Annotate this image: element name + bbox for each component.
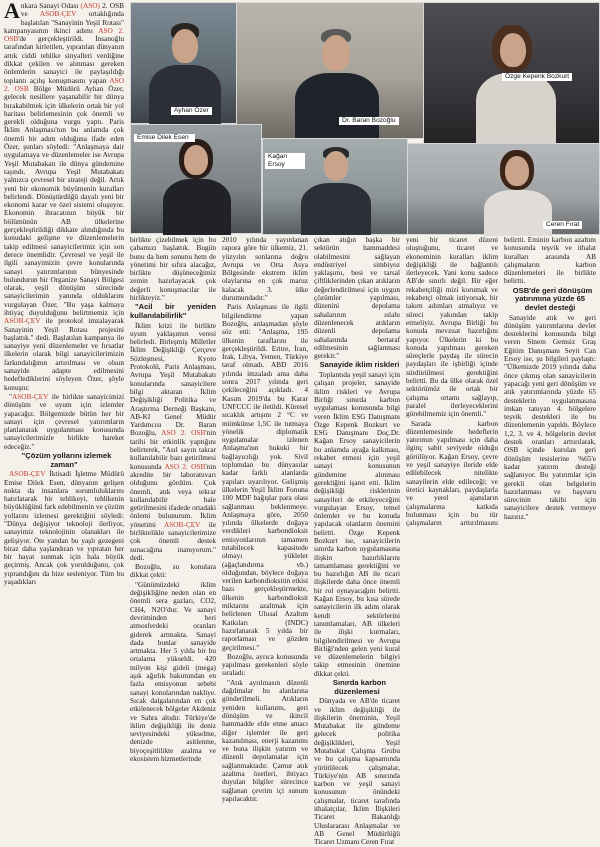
article-paragraph: ASOB-ÇEV İktisadi İşletme Müdürü Emise Dilek Esen, dünyanın gelişen nokta da insanlara sorumluluklarını hatırlatarak bir tehlikeyi, tehlikenin büyüklüğünü fark edebilmenin ve çözüm yollarını izlemesi gerektiğini söyledi: "Dünya değişiyor teknoloji ilerliyor, sanayimiz teknolojinin olanakları ile gelişiyor. Öte yandan bu yaşlı gezegeni biraz daha yaşlandıran ve yıpratan her bir hayat sunmak için hala büyük geçirmiş. Ancak çok yorulduğunu, çok yıprandığını da bize sesleniyor. Tüm bu yaşadıkları <box>4 469 124 587</box>
article-paragraph: çıkan atığın başka bir sektörün hammaddesi olabilmesini sağlayan endüstriyel simbiyoz yaklaşımı, besi ve tarsal çiftliklerinden çıkan atıkların değerlendirilmesi için uygun çözümler yapılması, düzenini depolama sahalarının ıslahı düzenlenecek atıkların düzenli depolama sahalarında bertaraf edilmesinin sağlanması gerekir." <box>314 235 400 361</box>
subheading: Sanayide iklim riskleri <box>319 360 400 370</box>
article-column-1 <box>4 2 124 600</box>
article-paragraph: Ankara Sanayi Odası (ASO) 2. OSB ve ASOB-ÇEV ortaklığında başlatılan "Sanayinin Yeşil Rotası" kampanyasının ikinci adımı ASO 2. OSB'de gerçekleştirildi. İnsanoğlu tarafından kirletilen, yıpratılan dünyanın artık ciddi tehlike sinyalleri verdiğine dikkat çekilen ve alınması gereken önlemlerin sanayici ile paylaşıldığı toplantı açılış konuşmasını yapan ASO 2. OSB Bölge Müdürü Ayhan Özer, gelecek nesillere yaşanabilir bir dünya bırakabilmek için ülkelerin ortak bir yol haritası belirlemesinin çok önemli ve gerekli olduğuna vurgu yaptı. Paris İklim Anlaşması'nın bu anlamda çok önemli bir adım olduğuna ifade eden Özer, şunları söyledi: "Anlaşmaya dair uygulamaya ve düzenlemeler ise Avrupa Yeşil Mutabakatı ile dünya gündemine taşındı. Avrupa Yeşil Mutabakatı yalnızca çevresel bir strateji değil. Artık yeni bir ekonomik büyümenin kuralları belirlendi. Dönüştürdüğü dayalı yeni bir ekonomi karar ve özel sistemi oluşuyor. Ekonomin ihracatının büyük bir bölümünün AB ülkelerine gerçekleştirildiği dikkate alındığında bu konudaki gelişme ve düzenlemelerin takip edilmesi sanayicilerimiz için son derece önemlidir. Çevresel ve yeşil ile ilgili sanayimizin çevre konularında sanayi yatırımlarının bünyesinde bulundurun bir Organize Sanayi Bölgesi olarak, yeşil dönüşüm sürecinde sanayicilerimin yanında olduklarını vurgulayan Özer, "Bu yaşa kalmaya ihtiyaç duyulduğunu belirtmemiz için ASOB-ÇEV ile protokol imzalayarak Sanayinin Yeşil Rotası projesini başlattık." dedi. Başlatılan kampanya ile sanayiye yeni düzenlemeler ve fırsatlar ilkelerin olarak bilgi sanayicilerimizin farkındalığının artırılması ve olsun sanayide adapte edilmesini hedeflediklerini söyleyen Özer, şöyle konuştu: <box>4 0 125 392</box>
photo-caption: Özge Kepenk Bozkurt <box>502 73 572 81</box>
photo-ayhan-ozer <box>130 2 237 124</box>
article-paragraph: yeni bir ticaret düzeni oluştuğunu, ticaret ve ekonominin kuralları iklim değişikliği ile bağlantılı ilerleyecek. Yani konu sadece AB'de sınırlı değil. Bir eğer rekabetçiliği mizi korumak ve rekabetçi olmak istiyorsak, bir takım adımları atmalıyız ve süreci yakından takip etmeliyiz. Avrupa Birliği bu konuda mevzuat hazırlığını yapıyor. Ülkelerin ki bu konuda yapılması gereken süreçlerle paydaş ile sürecin paydaşları ile işbirliği içinde sürdürülmesi gerektiğini belirtti. Bu da ülke olarak özel sektörümüz ile ortak bir çalışma ortamı sağlayıp, paralel ilerleyeceklerini görebilmemiz için önemli." <box>406 235 498 419</box>
subheading: Sınırda karbon düzenlemesi <box>332 678 387 696</box>
photo-baran-bozoglu <box>236 2 424 139</box>
article-paragraph: Paris Anlaşması ile ilgili bilgilendirme yapan Bozoğlu, anlaşmadan şöyle söz etti: "Anlaşma, 195 ülkenin taraflarını ile gerçekleştirildi. Eritre, İran, Irak, Libya, Yemen, Türkiye taraf olmadı. ABD 2016 yılında imzaladı ama daha sonra 2017 yılında geri çekileceğini açıkladı. 4 Kasım 2019'da bu Karar UNFCCC ile iletildi. Küresel sıcaklık artışını 2 °C ve mümkünse 1,5C ile tutmaya yönelik diplomatik uygulamalar izlenen Anlaşma'nın hukuki bir bağlayıcılığı yok. Sivil toplumdan bu dünyasılar kadar farklı alanlarda yapıları uyarılıyor. Gelişmiş ülkelerin Yeşil İklim Fonuna 100 MDF bağışlar para olası sağlanması beklenmeye. Anlaşmaya göre, 2050 yılında ülkelerde doğaya verdikleri karbondioksit emisyonlarının tamamen tutabilecek kapasitede olmayı yükleler (ağaçlandırma vb.) olduğundan, böylece doğaya verilen karbondioksitin etkisi bazı gerçekleştirmekte, ülkenin karbondioksit miktarını azaltmak için belirlenen Ulusal Azaltım Katkıları (INDC) hazırlanarak 5 yılda bir raporlaması ve gözden geçirilmesi." <box>222 302 308 652</box>
article-paragraph: Bozoğlu, ayrıca konusunda yapılması gerekenleri söyle sıraladı: <box>222 651 308 678</box>
photo-caption: Kağan Ersoy <box>265 153 305 169</box>
photo-caption: Ayhan Özer <box>171 107 212 115</box>
article-paragraph: 2010 yılında yayınlanan rapora göre bir ülkemiz, 21. yüzyılın sonlarına doğru Avrupa ve Orta Asya Bölgesinde ekstrem iklim olaylarına en çok maruz kalacak 3. ülke durumundadır." <box>222 235 308 303</box>
subheading: "Çözüm yollarını izlemek zaman" <box>21 451 112 469</box>
photo-kagan-ersoy <box>262 138 408 235</box>
article-paragraph: Sanayide atık ve geri dönüşüm yatırımlarına devlet desteklerini konusunda bilgi veren Sinem Gemsiz Graş Eğitim Danışmanı Seyit Can Ersoy ise, şu bilgileri paylaştı: "Ülkemizde 2019 yılında daha önce çıkmış olan sanayicilerin yapacağı yeni geri dönüşüm ve atık yatırımlarında yüzde 65 desteklerin uygulanmasına imkan tanıyan 4. bölgelere teşvik destekleri ile bu düzenlemenin yapıldı. Böylece 1,2, 3. ve 4. bölgelerin devlet destek oranları arttırılarak, OSB içinde kurulan geri dönüşüm tesislerine %65'e kadar yatırım desteği sağlanıyor. Bu yatırımlar için gerekli olan belgelerin hazırlanması ve başvuru sürecinin takibi için sanayicilere destek vermeye hazırız." <box>504 312 596 521</box>
article-column-5 <box>406 236 596 600</box>
subheading: OSB'de geri dönüşüm yatırımına yüzde 65 devlet desteği <box>512 285 593 312</box>
article-paragraph: birlikte çizebilmek için bu çabamızı başlattık. Bugün bunu da hem sonunu hem de yönetimi bir sıfıra alacağız, birlikte düşüneceğimiz zemin hazırlayacak çok değerli konuşmacılar ile birlikteyiz." <box>130 235 216 303</box>
article-column-2 <box>130 235 216 763</box>
article-paragraph: Dünyada ve AB'de ticaret ve iklim değişikliği ile ilişkilerin öneminin, Yeşil Mutabakat ile gündeme gelecek politika değişiklikleri, Yeşil Mutabakat Çalışma Grubu ve bu çalışma kapsamında yürütülecek çalışmalar, Türkiye'nin AB sınırında karbon ve yeşil sanayi konusunun önündeki çalışmalar, ticaret tarafında ithalatçılar, İklim İlişkileri Ticaret Bakanlığı Uluslararası Anlaşmalar ve AB Genel Müdürlüğü Ticaret Uzmanı Ceren Fırat <box>314 696 400 847</box>
article-paragraph: "Atık ayrılmasın düzenli dağılmalar bu alanlarına gönderilmeli. Atıkların yeniden kullanımı, geri dönüşüm ve ikincil hammadde elde etme amacı diğer işlemler ile geri kazanılması, enerji kazanımı ve buna ilişkin yatırım ve düzenli depolamalar için sağlanmaktadır. Çamur atık azaltma özetleri, ihtiyacı duyulan bilgiler sürecince sağlanan çevrim içi sunum yapılacaktır. <box>222 677 308 803</box>
article-paragraph: İklim krizi ile birlikte uyum yaklaşımın veresi belirledi. Birleşmiş Milletler İklim Değişikliği Çerçeve Sözleşmesi, Kyoto Protokolü, Paris Anlaşması, Avrupa Yeşil Mutabakatı konularında sanayicilere bilgi aktaran İklim Değişikliği Politika ve Araştırma Derneği Başkanı, AB-KI Genel Müdür Yardımcısı Dr. Baran Bozoğlu, ASO 2. OSB'nin tarihi bir etkinlik yaptığını belirterek, "Asıl sayın takrar kullanılabilir bazı getirilmesi konusunda ASO 2. OSB'nin akredite bir laboratuvarı olduğunu gördüm. Çok önemli, atık veya tekrar kullanılabilir hale getirilmesini ifadede ortadaki önlemi bulunurum. İklim yönetimi ASOB-ÇEV ile birliktelikle sanayicilerimize çok önemli destek sunacağına inanıyorum." dedi. <box>130 320 216 562</box>
photo-ceren-firat <box>407 143 600 235</box>
article-column-4 <box>314 235 400 847</box>
article-paragraph: "ASOB-ÇEV ile birlikte sanayicimizi dönüşüm ve uyum için izlemler yapacağız. Bölgemizde bütün her bir sanayi için çevresel yatırımların planlanarak uygulanması konusunda sanayicilerimizle birlikte hareket edeceğiz." <box>4 391 124 451</box>
drop-cap: A <box>4 0 20 23</box>
article-paragraph: Toplantıda yeşil sanayi için çalışan projeler, sanayide iklim riskleri ve Avrupa Birliği sınırda karbon uygulaması konusunda bilgi veren İklim ESG Danışmanı Özge Kepenk Bozkurt ve ESG Danışmanı Doç.Dr. Kağan Ersoy sanayicilerin bu anlamda ayağa kalkması, rekabet etmesi için yeşil sanayi konusunun gündemine alınması gerektiğini işaret etti. İklim değişikliği risklerinin sanayileri de etkileyeceğini vurgulayan Ersoy, temel önlemler ve bu konuda yapılacak olanların önemini belirtti. Özge Kepenk Bozkurt ise, sanayicilerin sınırda karbon uygulamasına ilişkin hazırlıklarını tamamlaması gerektiğini ve bu hazırlığın AB ile ticari ilişkilerde daha önce önemli bir rol oynayacağını belirtti. Kağan Ersoy, bu kısa sürede sanayicilerin ilk adım olarak kendi sektörlerini tanımlamaları, AB ülkeleri ile ilişki kurmaları, bilgilendirilmesi ve Avrupa Birliği'nden gelen yeni kural ve düzenlemelerin bilgiyi takip etmesinin önemine dikkat çekti. <box>314 370 400 678</box>
article-paragraph: "Günümüzdeki iklim değişikliğine neden olan en önemli sera gazları, CO2, CH4, N2O'dur. Ve sanayi devriminden beri atmosferdeki oranları giderek artmakta. Sanayi dada bunlar sanayide artmakta. Her 5 yılda bir bu ortalama yükseldi. 420 milyon kişi gideli (mega) aşık ağırlık bakımından en fazla emisyonun sebebi sanayi konularından nakliye. Sıcak dalgalarından en çok etkilenecek bölgeler Akdeniz ve Sahra altıdır. Türkiye'de iklim değişikliği ile deniz seviyesindeki yükselme, denizde asitlenme, biyoçeşitlilikte azalma ve ekosistem hizmetlerinde <box>130 579 216 763</box>
article-paragraph: Bozoğlu, su konulara dikkat çekti: <box>130 562 216 580</box>
photo-ozge-kepenk-bozkurt <box>423 2 600 144</box>
subheading: "Acil bir yeniden kullanılabilirlik" <box>130 302 216 320</box>
photo-emise-dilek-esen <box>130 124 262 234</box>
photo-caption: Emise Dilek Esen <box>134 134 195 142</box>
article-column-3 <box>222 235 308 803</box>
photo-caption: Ceren Fırat <box>543 221 582 229</box>
article-paragraph: Sarada karbon düzenlemesinde hedeflerin yatırımın yapılması için daha ilginç sabit seviyede olduğu görülüyor. Kağan Ersoy, çevre ve yeşil sanayiye ileride elde edilebilecek nitelikte sanayilerin elde edileceği; ve üretici kaynakları, paydaşlarla ve yerel ajansların çalışmalarına katkıda bulunması için bu tür çalışmaların arttırılmasını belirtti. Eminin karbon azaltım konusunda teşvik ve ithalat kuralları arasında AB çalışmaların karbon düzenlemeleri ile birlikte belirtti. <box>406 235 596 528</box>
photo-caption: Dr. Baran Bozoğlu <box>339 117 399 125</box>
